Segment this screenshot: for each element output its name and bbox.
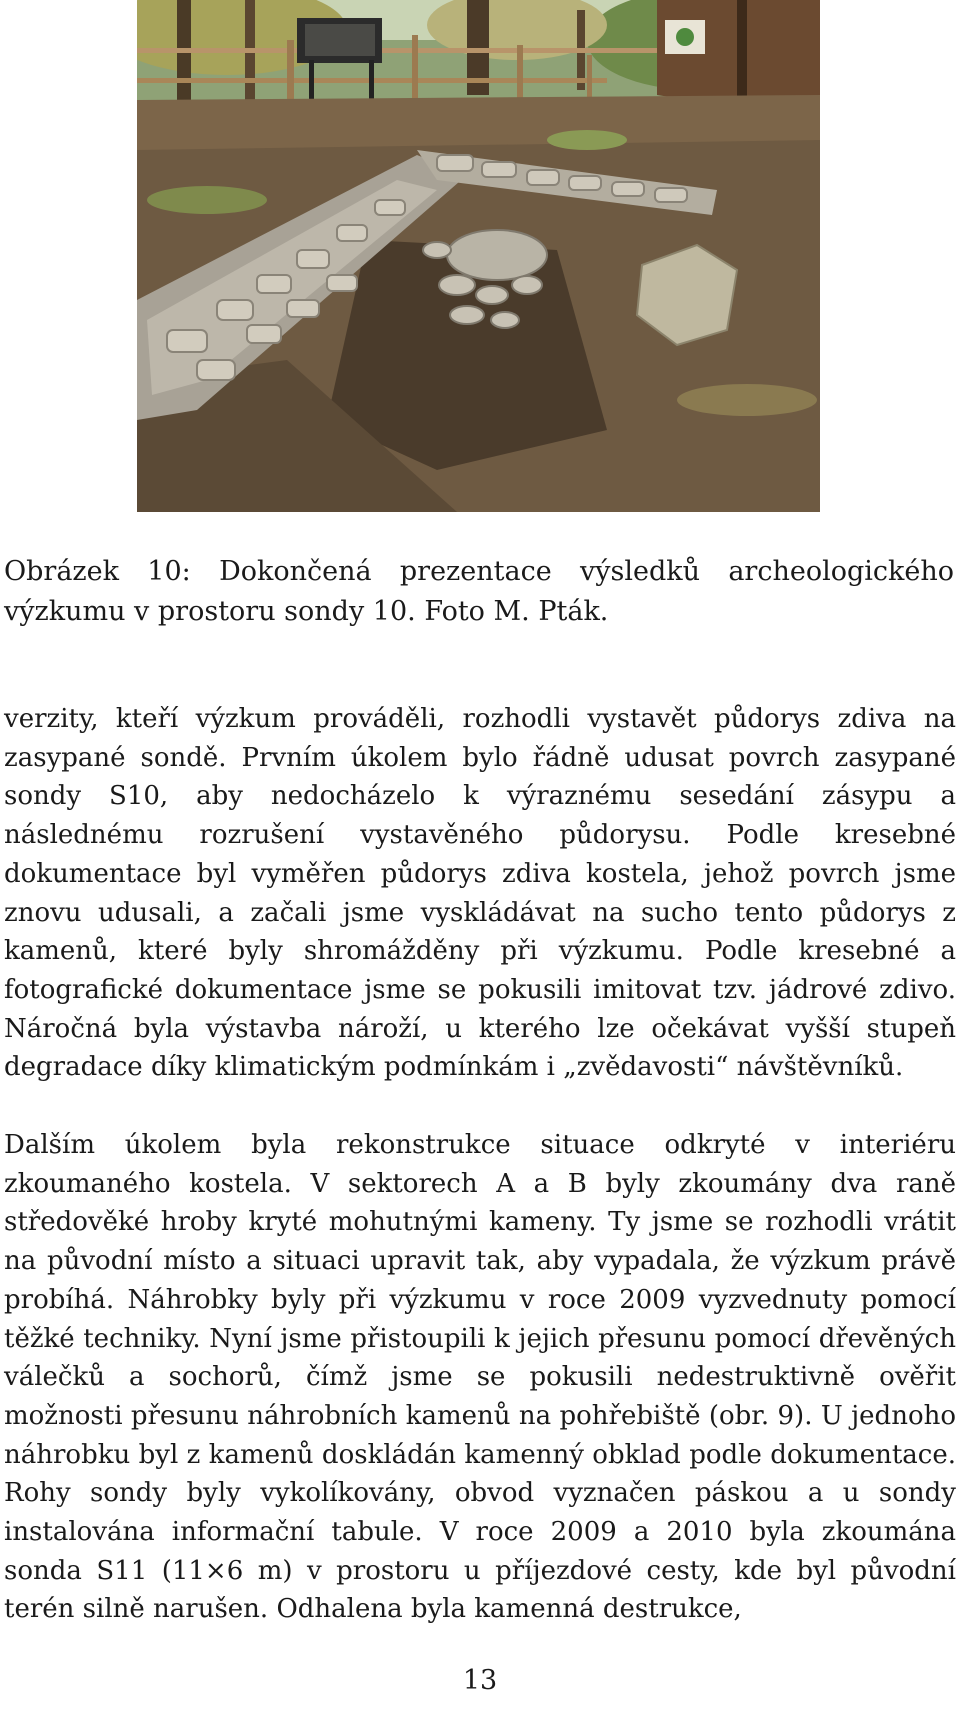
body-paragraph-2: Dalším úkolem byla rekonstrukce situace odkryté v interiéru zkoumaného kostela. V sektorech A a B byly zkoumány dva raně středověké hroby kryté mohutnými kameny. Ty jsme se rozhodli vrátit na původní místo a situaci upravit tak, aby vypadala, že výzkum právě probíhá. Náhrobky byly při výzkumu v roce 2009 vyzvednuty pomocí těžké techniky. Nyní jsme přistoupili k jejich přesunu pomocí dřevěných válečků a sochorů, čímž jsme se pokusili nedestruktivně ověřit možnosti přesunu náhrobních kamenů na pohřebiště (obr. 9). U jednoho náhrobku byl z kamenů doskládán kamenný obklad podle dokumentace. Rohy sondy byly vykolíkovány, obvod vyznačen páskou a u sondy instalována informační tabule. V roce 2009 a 2010 byla zkoumána sonda S11 (11×6 m) v prostoru u příjezdové cesty, kde byl původní terén silně narušen. Odhalena byla kamenná destrukce, xyxy=(4,1130,956,1625)
body-paragraph-1: verzity, kteří výzkum prováděli, rozhodli vystavět půdorys zdiva na zasypané sondě. Prvním úkolem bylo řádně udusat povrch zasypané sondy S10, aby nedocházelo k výraznému sesedání zásypu a následnému rozrušení vystavěného půdorysu. Podle kresebné dokumentace byl vyměřen půdorys zdiva kostela, jehož povrch jsme znovu udusali, a začali jsme vyskládávat na sucho tento půdorys z kamenů, které byly shromážděny při výzkumu. Podle kresebné a fotografické dokumentace jsme se pokusili imitovat tzv. jádrové zdivo. Náročná byla výstavba nároží, u kterého lze očekávat vyšší stupeň degradace díky klimatickým podmínkám i „zvědavosti“ návštěvníků. xyxy=(4,704,956,1083)
figure-photo xyxy=(137,0,820,512)
figure-caption: Obrázek 10: Dokončená prezentace výsledků archeologického výzkumu v prostoru sondy 10. Foto M. Pták. xyxy=(4,556,954,627)
page-number: 13 xyxy=(462,1665,498,1696)
excavation-photo-illustration xyxy=(137,0,820,512)
